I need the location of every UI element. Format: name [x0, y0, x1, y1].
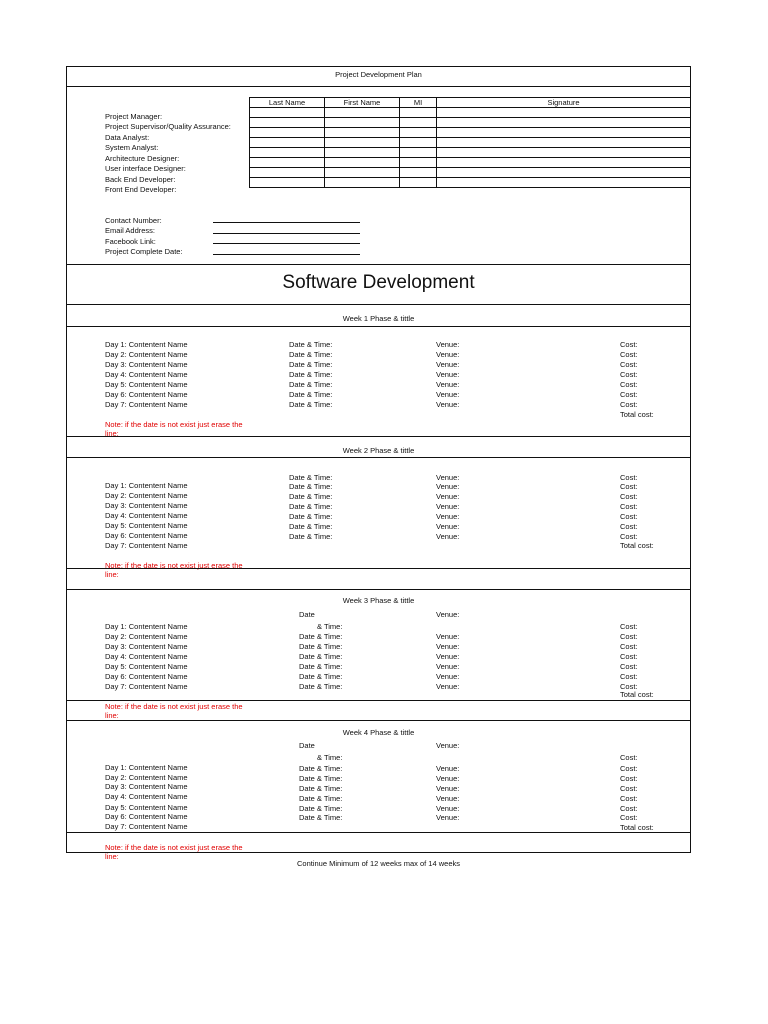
- time-label: & Time:: [317, 753, 343, 762]
- venue-label: Venue:: [436, 682, 460, 691]
- cost-label: Cost:: [620, 370, 638, 379]
- facebook-link-label: Facebook Link:: [105, 237, 156, 246]
- facebook-link-field[interactable]: [213, 243, 360, 244]
- cost-label: Cost:: [620, 502, 638, 511]
- day-label: Day 3: Contentent Name: [105, 642, 188, 651]
- venue-label: Venue:: [436, 774, 460, 783]
- table-row: [250, 138, 691, 148]
- day-label: Day 7: Contentent Name: [105, 400, 188, 409]
- date-time-label: Date & Time:: [289, 473, 333, 482]
- role-label: Front End Developer:: [105, 185, 177, 194]
- date-time-label: Date & Time:: [299, 774, 343, 783]
- total-cost-label: Total cost:: [620, 541, 654, 550]
- date-time-label: Date & Time:: [289, 522, 333, 531]
- date-time-label: Date & Time:: [289, 350, 333, 359]
- venue-label: Venue:: [436, 672, 460, 681]
- day-label: Day 5: Contentent Name: [105, 380, 188, 389]
- week-1-title: Week 1 Phase & tittle: [342, 314, 415, 323]
- venue-label: Venue:: [436, 340, 460, 349]
- venue-label: Venue:: [436, 652, 460, 661]
- contact-number-label: Contact Number:: [105, 216, 162, 225]
- col-mi: MI: [400, 98, 437, 108]
- date-time-label: Date & Time:: [299, 804, 343, 813]
- project-complete-date-field[interactable]: [213, 254, 360, 255]
- date-time-label: Date & Time:: [299, 784, 343, 793]
- venue-label: Venue:: [436, 512, 460, 521]
- note-text-cont: line:: [105, 429, 119, 438]
- role-label: Data Analyst:: [105, 133, 150, 142]
- date-time-label: Date & Time:: [289, 390, 333, 399]
- note-text-cont: line:: [105, 711, 119, 720]
- day-label: Day 7: Contentent Name: [105, 541, 188, 550]
- cost-label: Cost:: [620, 492, 638, 501]
- venue-label: Venue:: [436, 522, 460, 531]
- role-label: Project Manager:: [105, 112, 163, 121]
- divider: [66, 700, 691, 701]
- venue-label: Venue:: [436, 350, 460, 359]
- day-label: Day 1: Contentent Name: [105, 622, 188, 631]
- role-label: Project Supervisor/Quality Assurance:: [105, 122, 231, 131]
- date-time-label: Date & Time:: [299, 682, 343, 691]
- venue-label: Venue:: [436, 662, 460, 671]
- divider: [66, 589, 691, 590]
- note-text-cont: line:: [105, 570, 119, 579]
- cost-label: Cost:: [620, 682, 638, 691]
- day-label: Day 4: Contentent Name: [105, 792, 188, 801]
- day-label: Day 4: Contentent Name: [105, 511, 188, 520]
- date-label: Date: [299, 610, 315, 619]
- day-label: Day 6: Contentent Name: [105, 390, 188, 399]
- table-row: [250, 118, 691, 128]
- cost-label: Cost:: [620, 512, 638, 521]
- role-label: User interface Designer:: [105, 164, 186, 173]
- venue-label: Venue:: [436, 400, 460, 409]
- divider: [66, 264, 691, 265]
- cost-label: Cost:: [620, 652, 638, 661]
- day-label: Day 6: Contentent Name: [105, 812, 188, 821]
- divider: [66, 720, 691, 721]
- table-row: [250, 178, 691, 188]
- day-label: Day 1: Contentent Name: [105, 481, 188, 490]
- cost-label: Cost:: [620, 764, 638, 773]
- venue-label: Venue:: [436, 360, 460, 369]
- venue-label: Venue:: [436, 794, 460, 803]
- project-complete-date-label: Project Complete Date:: [105, 247, 183, 256]
- venue-label: Venue:: [436, 764, 460, 773]
- venue-label: Venue:: [436, 532, 460, 541]
- venue-label: Venue:: [436, 370, 460, 379]
- role-label: Back End Developer:: [105, 175, 176, 184]
- venue-label: Venue:: [436, 632, 460, 641]
- date-time-label: Date & Time:: [289, 502, 333, 511]
- divider: [66, 832, 691, 833]
- date-time-label: Date & Time:: [299, 813, 343, 822]
- day-label: Day 5: Contentent Name: [105, 662, 188, 671]
- divider: [66, 326, 691, 327]
- cost-label: Cost:: [620, 400, 638, 409]
- email-address-label: Email Address:: [105, 226, 156, 235]
- week-4-title: Week 4 Phase & tittle: [342, 728, 415, 737]
- cost-label: Cost:: [620, 522, 638, 531]
- page-header-title: Project Development Plan: [335, 70, 422, 79]
- email-address-field[interactable]: [213, 233, 360, 234]
- divider: [66, 86, 691, 87]
- day-label: Day 5: Contentent Name: [105, 803, 188, 812]
- divider: [66, 304, 691, 305]
- day-label: Day 1: Contentent Name: [105, 340, 188, 349]
- divider: [66, 457, 691, 458]
- total-cost-label: Total cost:: [620, 823, 654, 832]
- day-label: Day 6: Contentent Name: [105, 672, 188, 681]
- venue-label: Venue:: [436, 492, 460, 501]
- venue-label: Venue:: [436, 784, 460, 793]
- date-time-label: Date & Time:: [299, 672, 343, 681]
- table-row: [250, 158, 691, 168]
- date-time-label: Date & Time:: [299, 764, 343, 773]
- cost-label: Cost:: [620, 360, 638, 369]
- team-table: [249, 97, 691, 188]
- divider: [66, 436, 691, 437]
- note-text: Note: if the date is not exist just erase the: [105, 420, 243, 429]
- cost-label: Cost:: [620, 622, 638, 631]
- cost-label: Cost:: [620, 350, 638, 359]
- day-label: Day 1: Contentent Name: [105, 763, 188, 772]
- day-label: Day 2: Contentent Name: [105, 350, 188, 359]
- day-label: Day 2: Contentent Name: [105, 773, 188, 782]
- col-signature: Signature: [437, 98, 691, 108]
- date-time-label: Date & Time:: [299, 632, 343, 641]
- cost-label: Cost:: [620, 784, 638, 793]
- date-label: Date: [299, 741, 315, 750]
- venue-label: Venue:: [436, 482, 460, 491]
- venue-label: Venue:: [436, 380, 460, 389]
- date-time-label: Date & Time:: [289, 380, 333, 389]
- role-label: Architecture Designer:: [105, 154, 180, 163]
- cost-label: Cost:: [620, 774, 638, 783]
- day-label: Day 7: Contentent Name: [105, 682, 188, 691]
- day-label: Day 3: Contentent Name: [105, 782, 188, 791]
- cost-label: Cost:: [620, 672, 638, 681]
- cost-label: Cost:: [620, 753, 638, 762]
- week-3-title: Week 3 Phase & tittle: [342, 596, 415, 605]
- venue-label: Venue:: [436, 741, 460, 750]
- date-time-label: Date & Time:: [299, 642, 343, 651]
- venue-label: Venue:: [436, 804, 460, 813]
- date-time-label: Date & Time:: [289, 482, 333, 491]
- cost-label: Cost:: [620, 390, 638, 399]
- venue-label: Venue:: [436, 473, 460, 482]
- cost-label: Cost:: [620, 482, 638, 491]
- main-title: Software Development: [282, 272, 475, 293]
- date-time-label: Date & Time:: [289, 532, 333, 541]
- note-text: Note: if the date is not exist just erase the: [105, 702, 243, 711]
- date-time-label: Date & Time:: [289, 360, 333, 369]
- date-time-label: Date & Time:: [289, 400, 333, 409]
- week-2-title: Week 2 Phase & tittle: [342, 446, 415, 455]
- divider: [66, 568, 691, 569]
- cost-label: Cost:: [620, 340, 638, 349]
- day-label: Day 5: Contentent Name: [105, 521, 188, 530]
- time-label: & Time:: [317, 622, 343, 631]
- col-first-name: First Name: [325, 98, 400, 108]
- date-time-label: Date & Time:: [289, 370, 333, 379]
- cost-label: Cost:: [620, 794, 638, 803]
- day-label: Day 4: Contentent Name: [105, 652, 188, 661]
- day-label: Day 6: Contentent Name: [105, 531, 188, 540]
- cost-label: Cost:: [620, 473, 638, 482]
- venue-label: Venue:: [436, 813, 460, 822]
- day-label: Day 3: Contentent Name: [105, 501, 188, 510]
- day-label: Day 4: Contentent Name: [105, 370, 188, 379]
- date-time-label: Date & Time:: [299, 794, 343, 803]
- date-time-label: Date & Time:: [299, 662, 343, 671]
- day-label: Day 2: Contentent Name: [105, 491, 188, 500]
- cost-label: Cost:: [620, 642, 638, 651]
- day-label: Day 3: Contentent Name: [105, 360, 188, 369]
- contact-number-field[interactable]: [213, 222, 360, 223]
- footer-note: Continue Minimum of 12 weeks max of 14 weeks: [297, 859, 460, 868]
- day-label: Day 2: Contentent Name: [105, 632, 188, 641]
- cost-label: Cost:: [620, 632, 638, 641]
- venue-label: Venue:: [436, 610, 460, 619]
- date-time-label: Date & Time:: [289, 512, 333, 521]
- venue-label: Venue:: [436, 390, 460, 399]
- col-last-name: Last Name: [250, 98, 325, 108]
- venue-label: Venue:: [436, 642, 460, 651]
- table-row: [250, 168, 691, 178]
- cost-label: Cost:: [620, 532, 638, 541]
- table-row: [250, 148, 691, 158]
- cost-label: Cost:: [620, 804, 638, 813]
- date-time-label: Date & Time:: [289, 340, 333, 349]
- total-cost-label: Total cost:: [620, 690, 654, 699]
- date-time-label: Date & Time:: [299, 652, 343, 661]
- total-cost-label: Total cost:: [620, 410, 654, 419]
- cost-label: Cost:: [620, 380, 638, 389]
- table-row: [250, 108, 691, 118]
- venue-label: Venue:: [436, 502, 460, 511]
- cost-label: Cost:: [620, 813, 638, 822]
- cost-label: Cost:: [620, 662, 638, 671]
- date-time-label: Date & Time:: [289, 492, 333, 501]
- note-text-cont: line:: [105, 852, 119, 861]
- note-text: Note: if the date is not exist just erase the: [105, 561, 243, 570]
- note-text: Note: if the date is not exist just erase the: [105, 843, 243, 852]
- role-label: System Analyst:: [105, 143, 159, 152]
- table-row: [250, 128, 691, 138]
- day-label: Day 7: Contentent Name: [105, 822, 188, 831]
